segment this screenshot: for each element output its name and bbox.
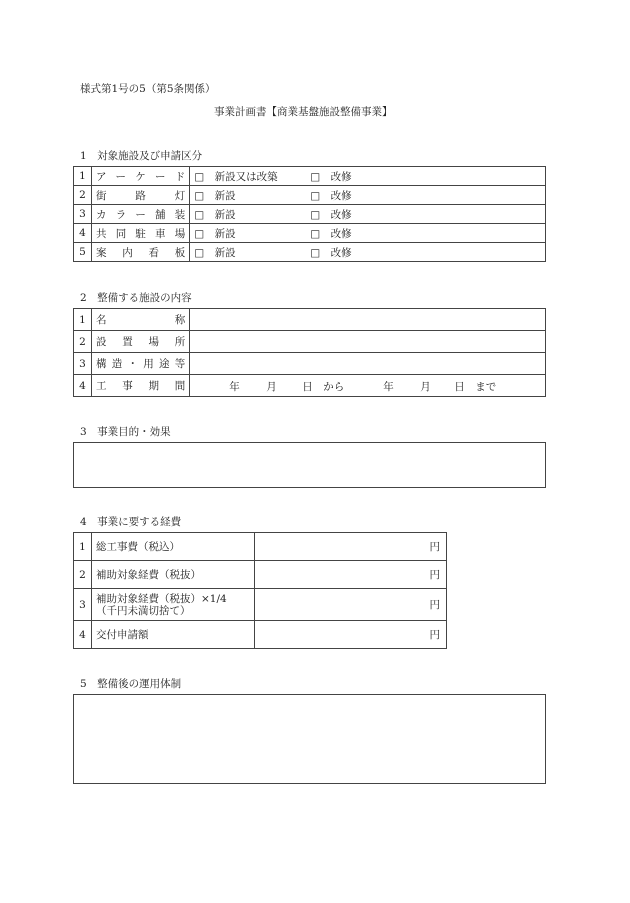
new-checkbox-option[interactable]: □ 新設 bbox=[194, 246, 236, 259]
facility-row bbox=[74, 167, 546, 186]
repair-checkbox-option[interactable]: □ 改修 bbox=[310, 189, 352, 202]
new-checkbox-option[interactable]: □ 新設 bbox=[194, 189, 236, 202]
section1-heading: 1 対象施設及び申請区分 bbox=[80, 150, 203, 162]
facility-row bbox=[74, 224, 546, 243]
start-year-label: 年 bbox=[229, 381, 240, 393]
yen-unit: 円 bbox=[429, 541, 440, 553]
new-checkbox-option[interactable]: □ 新設又は改築 bbox=[194, 170, 278, 183]
row-label: 名称 bbox=[92, 309, 190, 331]
new-checkbox-option[interactable]: □ 新設 bbox=[194, 227, 236, 240]
construction-period-field[interactable] bbox=[190, 375, 546, 397]
section2-row bbox=[74, 375, 546, 397]
row-number: 1 bbox=[74, 167, 92, 186]
section2-heading: 2 整備する施設の内容 bbox=[80, 292, 192, 304]
end-year-label: 年 bbox=[383, 381, 394, 393]
until-label: まで bbox=[475, 381, 497, 393]
section2-table bbox=[73, 308, 546, 397]
facility-label: アーケード bbox=[92, 167, 190, 186]
application-amount-field[interactable] bbox=[255, 621, 447, 649]
total-cost-field[interactable] bbox=[255, 533, 447, 561]
start-day-label: 日 bbox=[302, 381, 313, 393]
repair-checkbox-option[interactable]: □ 改修 bbox=[310, 170, 352, 183]
row-number: 4 bbox=[74, 375, 92, 397]
row-number: 3 bbox=[74, 205, 92, 224]
section2-row bbox=[74, 353, 546, 375]
row-number: 3 bbox=[74, 589, 92, 621]
facility-row bbox=[74, 243, 546, 262]
name-field[interactable] bbox=[190, 309, 546, 331]
facility-label: 案内看板 bbox=[92, 243, 190, 262]
row-number: 2 bbox=[74, 331, 92, 353]
application-type-options bbox=[190, 224, 546, 243]
form-number: 様式第1号の5（第5条関係） bbox=[80, 83, 216, 95]
section3-heading: 3 事業目的・効果 bbox=[80, 426, 171, 438]
row-number: 1 bbox=[74, 533, 92, 561]
application-type-options bbox=[190, 243, 546, 262]
new-checkbox-option[interactable]: □ 新設 bbox=[194, 208, 236, 221]
cost-label-line2: （千円未満切捨て） bbox=[96, 604, 191, 617]
section4-table bbox=[73, 532, 447, 649]
cost-row bbox=[74, 621, 447, 649]
row-label: 工事期間 bbox=[92, 375, 190, 397]
section5-heading: 5 整備後の運用体制 bbox=[80, 678, 182, 690]
row-number: 2 bbox=[74, 561, 92, 589]
structure-field[interactable] bbox=[190, 353, 546, 375]
section1-table bbox=[73, 166, 546, 262]
section2-row bbox=[74, 309, 546, 331]
row-label: 構造・用途等 bbox=[92, 353, 190, 375]
application-type-options bbox=[190, 186, 546, 205]
cost-row bbox=[74, 589, 447, 621]
repair-checkbox-option[interactable]: □ 改修 bbox=[310, 227, 352, 240]
row-number: 4 bbox=[74, 224, 92, 243]
yen-unit: 円 bbox=[429, 629, 440, 641]
facility-label: 街路灯 bbox=[92, 186, 190, 205]
row-number: 3 bbox=[74, 353, 92, 375]
start-month-label: 月 bbox=[266, 381, 277, 393]
facility-label: 共同駐車場 bbox=[92, 224, 190, 243]
row-label: 設置場所 bbox=[92, 331, 190, 353]
purpose-effect-textarea[interactable] bbox=[73, 442, 546, 488]
yen-unit: 円 bbox=[429, 599, 440, 611]
yen-unit: 円 bbox=[429, 569, 440, 581]
operation-system-textarea[interactable] bbox=[73, 694, 546, 784]
cost-label: 交付申請額 bbox=[92, 621, 255, 649]
row-number: 5 bbox=[74, 243, 92, 262]
end-month-label: 月 bbox=[420, 381, 431, 393]
end-day-label: 日 bbox=[454, 381, 465, 393]
page-title: 事業計画書【商業基盤施設整備事業】 bbox=[214, 106, 393, 118]
section2-row bbox=[74, 331, 546, 353]
repair-checkbox-option[interactable]: □ 改修 bbox=[310, 246, 352, 259]
cost-label bbox=[92, 589, 255, 621]
application-type-options bbox=[190, 167, 546, 186]
cost-label-line1: 補助対象経費（税抜）×1/4 bbox=[96, 592, 227, 605]
row-number: 1 bbox=[74, 309, 92, 331]
location-field[interactable] bbox=[190, 331, 546, 353]
row-number: 4 bbox=[74, 621, 92, 649]
application-type-options bbox=[190, 205, 546, 224]
cost-label: 総工事費（税込） bbox=[92, 533, 255, 561]
eligible-cost-field[interactable] bbox=[255, 561, 447, 589]
facility-row bbox=[74, 186, 546, 205]
cost-row bbox=[74, 561, 447, 589]
from-label: から bbox=[323, 381, 345, 393]
cost-label: 補助対象経費（税抜） bbox=[92, 561, 255, 589]
facility-row bbox=[74, 205, 546, 224]
section4-heading: 4 事業に要する経費 bbox=[80, 516, 182, 528]
repair-checkbox-option[interactable]: □ 改修 bbox=[310, 208, 352, 221]
facility-label: カラー舗装 bbox=[92, 205, 190, 224]
cost-row bbox=[74, 533, 447, 561]
row-number: 2 bbox=[74, 186, 92, 205]
quarter-cost-field[interactable] bbox=[255, 589, 447, 621]
